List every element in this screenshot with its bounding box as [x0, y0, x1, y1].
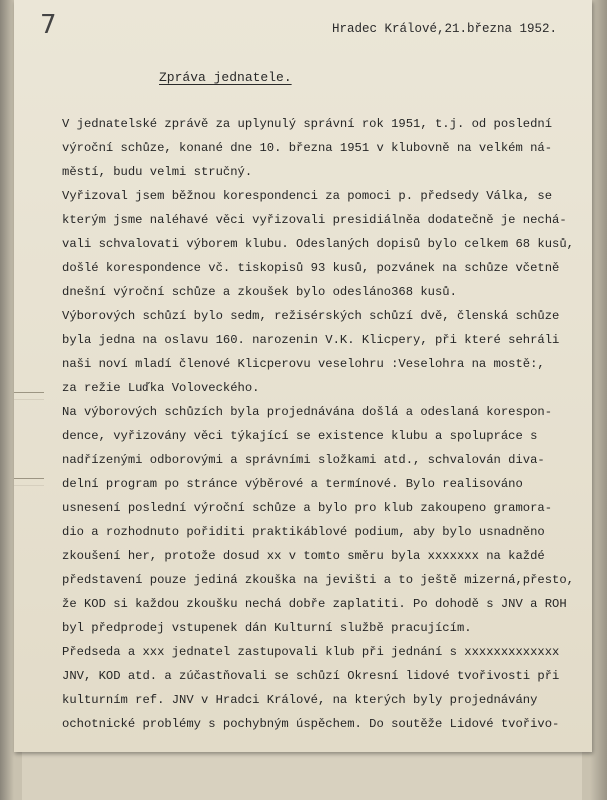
page-number: 7 [40, 10, 57, 40]
text-line: nadřízenými odborovými a správními složkami atd., schvalován diva- [62, 453, 545, 467]
text-line: Výborových schůzí bylo sedm, režisérských schůzí dvě, členská schůze [62, 309, 560, 323]
text-line: Předseda a xxx jednatel zastupovali klub při jednání s xxxxxxxxxxxxx [62, 645, 560, 659]
text-line: že KOD si každou zkoušku nechá dobře zaplatiti. Po dohodě s JNV a ROH [62, 597, 567, 611]
text-line: došlé korespondence vč. tiskopisů 93 kusů, pozvánek na schůze včetně [62, 261, 560, 275]
text-line: výroční schůze, konané dne 10. března 1951 v klubovně na velkém ná- [62, 141, 553, 155]
text-line: dio a rozhodnuto pořiditi praktikáblové podium, aby bylo usnadněno [62, 525, 545, 539]
text-line: Na výborových schůzích byla projednávána došlá a odeslaná korespon- [62, 405, 553, 419]
date-line: Hradec Králové,21.března 1952. [332, 22, 558, 36]
text-line: ochotnické problémy s pochybným úspěchem. Do soutěže Lidové tvořivo- [62, 717, 560, 731]
text-line: dence, vyřizovány věci týkající se existence klubu a spolupráce s [62, 429, 538, 443]
text-line: zkoušení her, protože dosud xx v tomto směru byla xxxxxxx na každé [62, 549, 545, 563]
text-line: naši noví mladí členové Klicperovu veselohru :Veselohra na mostě:, [62, 357, 545, 371]
text-line: za režie Luďka Voloveckého. [62, 381, 260, 395]
text-line: dnešní výroční schůze a zkoušek bylo odesláno368 kusů. [62, 285, 457, 299]
document-title: Zpráva jednatele. [159, 70, 292, 85]
text-line: vali schvalovati výborem klubu. Odeslaných dopisů bylo celkem 68 kusů, [62, 237, 574, 251]
text-line: byl předprodej vstupenek dán Kulturní službě pracujícím. [62, 621, 472, 635]
text-line: byla jedna na oslavu 160. narozenin V.K. Klicpery, při které sehráli [62, 333, 560, 347]
text-line: Vyřizoval jsem běžnou korespondenci za pomoci p. předsedy Válka, se [62, 189, 553, 203]
text-line: kulturním ref. JNV v Hradci Králové, na kterých byly projednávány [62, 693, 538, 707]
binding-mark [14, 478, 44, 486]
text-line: kterým jsme naléhavé věci vyřizovali presidiálněa dodatečně je nechá- [62, 213, 567, 227]
document-page [14, 0, 592, 752]
text-line: V jednatelské zprávě za uplynulý správní rok 1951, t.j. od poslední [62, 117, 553, 131]
text-line: usnesení poslední výroční schůze a bylo pro klub zakoupeno gramora- [62, 501, 553, 515]
text-line: JNV, KOD atd. a zúčastňovali se schůzí Okresní lidové tvořivosti při [62, 669, 560, 683]
binding-mark [14, 392, 44, 400]
text-line: představení pouze jediná zkouška na jevišti a to ještě mizerná,přesto, [62, 573, 574, 587]
text-line: delní program po stránce výběrové a termínové. Bylo realisováno [62, 477, 523, 491]
text-line: městí, budu velmi stručný. [62, 165, 253, 179]
